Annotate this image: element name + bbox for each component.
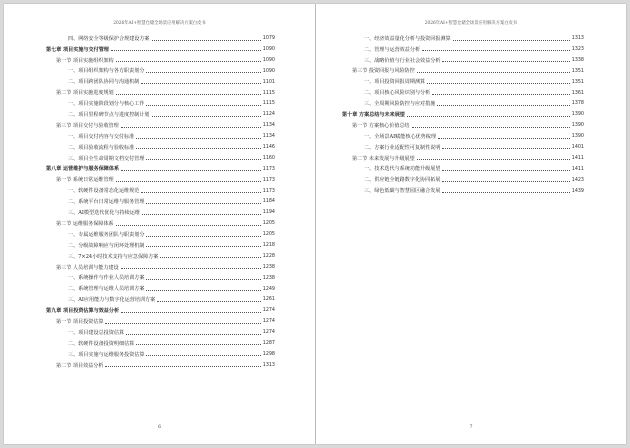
- toc-entry-page: 1274: [262, 308, 275, 314]
- toc-entry-title: 第一节 项目投资估算: [56, 318, 104, 325]
- running-head: 2026年AI+智慧仓储全场景应用解决方案白皮书: [113, 21, 206, 26]
- dot-leader: [407, 116, 570, 117]
- toc-entry-page: 1423: [571, 177, 584, 183]
- dot-leader: [142, 214, 261, 215]
- toc-entry[interactable]: [46, 303, 275, 314]
- toc-entry-page: 1411: [571, 166, 584, 172]
- toc-entry[interactable]: [46, 31, 275, 42]
- toc-entry-title: 一、项目投资回报周期测算: [364, 79, 426, 86]
- dot-leader: [442, 181, 569, 182]
- dot-leader: [422, 50, 570, 51]
- toc-entry[interactable]: [46, 227, 275, 238]
- toc-entry-page: 1249: [262, 286, 275, 292]
- toc-entry-page: 1173: [262, 177, 275, 183]
- dot-leader: [146, 105, 260, 106]
- toc-entry-title: 一、项目交付内容与交付标准: [68, 133, 135, 140]
- left-page: [4, 4, 315, 444]
- page-number: 7: [469, 425, 473, 430]
- toc-entry-title: 第九章 项目投资估算与效益分析: [46, 308, 120, 315]
- dot-leader: [111, 50, 261, 51]
- toc-entry-title: 一、项目实施阶段划分与核心工作: [68, 101, 145, 108]
- dot-leader: [116, 61, 261, 62]
- toc-entry[interactable]: [46, 107, 275, 118]
- toc-entry[interactable]: [46, 347, 275, 358]
- toc-entry-title: 第一节 系统日常运维管理: [56, 177, 114, 184]
- toc-entry-page: 1173: [262, 188, 275, 194]
- toc-entry-page: 1313: [571, 36, 584, 42]
- toc-entry-page: 1390: [571, 134, 584, 140]
- toc-entry-title: 三、战略价值与行业社会效益分析: [364, 57, 441, 64]
- toc-entry-title: 第十章 方案总结与未来展望: [342, 112, 405, 119]
- toc-entry-page: 1361: [571, 90, 584, 96]
- toc-entry-page: 1298: [262, 351, 275, 357]
- toc-entry-page: 1439: [571, 188, 584, 194]
- dot-leader: [146, 279, 260, 280]
- toc-entry-title: 第二节 项目效益分析: [56, 362, 104, 369]
- toc-entry[interactable]: [342, 42, 584, 53]
- dot-leader: [442, 61, 569, 62]
- dot-leader: [146, 159, 260, 160]
- toc-entry-page: 1228: [262, 253, 275, 259]
- toc-entry-page: 1238: [262, 264, 275, 270]
- toc-entry-page: 1184: [262, 199, 275, 205]
- toc-entry-title: 三、绿色低碳与智慧园区融合发展: [364, 188, 441, 195]
- dot-leader: [146, 203, 260, 204]
- toc-entry-title: 第三节 人员培训与能力建设: [56, 264, 119, 271]
- dot-leader: [136, 138, 261, 139]
- toc-entry-title: 第二节 运维服务保障体系: [56, 220, 114, 227]
- toc-entry-title: 三、7×24小时技术支持与应急保障方案: [68, 253, 159, 260]
- toc-entry-page: 1351: [571, 68, 584, 74]
- toc-entry-title: 第三节 项目交付与验收管理: [56, 122, 119, 129]
- toc-entry-page: 1134: [262, 123, 275, 129]
- dot-leader: [121, 312, 261, 313]
- toc-entry-page: 1313: [262, 362, 275, 368]
- dot-leader: [152, 116, 261, 117]
- toc-entry-page: 1115: [262, 90, 275, 96]
- toc-entry-page: 1261: [262, 297, 275, 303]
- toc-entry[interactable]: [342, 129, 584, 140]
- toc-entry[interactable]: [46, 64, 275, 75]
- toc-entry-page: 1338: [571, 57, 584, 63]
- dot-leader: [146, 246, 260, 247]
- toc-entry[interactable]: [342, 173, 584, 184]
- toc-entry-page: 1238: [262, 275, 275, 281]
- toc-entry-title: 二、系统管理与运维人员培训方案: [68, 286, 145, 293]
- toc-entry-title: 三、AI应用能力与数字化运营培训方案: [68, 297, 156, 304]
- dot-leader: [116, 225, 261, 226]
- page-number: 6: [158, 425, 161, 430]
- toc-entry-page: 1134: [262, 134, 275, 140]
- toc-entry[interactable]: [46, 336, 275, 347]
- toc-entry[interactable]: [46, 292, 275, 303]
- dot-leader: [442, 148, 569, 149]
- toc-entry-page: 1090: [262, 57, 275, 63]
- toc-entry-page: 1124: [262, 112, 275, 118]
- toc-entry-title: 三、项目全生命周期文档交付管理: [68, 155, 145, 162]
- dot-leader: [136, 344, 261, 345]
- toc-entry[interactable]: [46, 260, 275, 271]
- right-page: [316, 4, 626, 444]
- dot-leader: [438, 138, 570, 139]
- toc-entry[interactable]: [46, 96, 275, 107]
- toc-entry-title: 一、经济效益量化分析与投资回报测算: [364, 35, 451, 42]
- toc-entry-page: 1351: [571, 79, 584, 85]
- dot-leader: [412, 127, 570, 128]
- dot-leader: [427, 83, 570, 84]
- toc-entry-title: 第一节 项目实施组织架构: [56, 57, 114, 64]
- toc-entry[interactable]: [46, 271, 275, 282]
- toc-entry-title: 二、方案行业适配性可复制性说明: [364, 144, 441, 151]
- dot-leader: [141, 192, 260, 193]
- toc-entry-title: 一、项目建设总投资估算: [68, 329, 125, 336]
- toc-entry[interactable]: [342, 162, 584, 173]
- toc-entry-title: 第二节 项目实施进度规划: [56, 90, 114, 97]
- toc-entry-page: 1287: [262, 341, 275, 347]
- toc-entry-page: 1411: [571, 155, 584, 161]
- table-of-contents: [46, 31, 275, 369]
- toc-entry-title: 二、软硬件设备投资明细估算: [68, 340, 135, 347]
- dot-leader: [121, 127, 261, 128]
- dot-leader: [160, 257, 260, 258]
- dot-leader: [442, 170, 569, 171]
- toc-entry-title: 二、供应链全链路数字化协同拓展: [364, 177, 441, 184]
- dot-leader: [116, 94, 261, 95]
- toc-entry-page: 1090: [262, 68, 275, 74]
- toc-entry[interactable]: [46, 129, 275, 140]
- toc-entry-title: 二、管理与运营效益分析: [364, 46, 421, 53]
- dot-leader: [146, 355, 260, 356]
- toc-entry-title: 二、项目验收流程与验收标准: [68, 144, 135, 151]
- toc-entry-title: 二、项目里程碑节点与进度控制计划: [68, 112, 150, 119]
- toc-entry-page: 1115: [262, 101, 275, 107]
- toc-entry-title: 第二节 未来发展与升级展望: [352, 155, 415, 162]
- toc-entry-title: 一、专属运维服务团队与职责划分: [68, 231, 145, 238]
- toc-entry[interactable]: [46, 358, 275, 369]
- toc-entry-title: 第八章 运营维护与服务保障体系: [46, 166, 120, 173]
- toc-entry-title: 二、项目核心风险识别与分析: [364, 90, 431, 97]
- toc-entry[interactable]: [46, 85, 275, 96]
- toc-entry-title: 一、全场景AI赋能核心优势梳理: [364, 133, 436, 140]
- toc-entry-title: 二、分级故障响应与闭环处理机制: [68, 242, 145, 249]
- toc-entry[interactable]: [342, 75, 584, 86]
- dot-leader: [121, 170, 261, 171]
- toc-entry[interactable]: [342, 85, 584, 96]
- toc-entry-page: 1205: [262, 232, 275, 238]
- toc-entry[interactable]: [342, 183, 584, 194]
- toc-entry[interactable]: [46, 53, 275, 64]
- toc-entry-page: 1205: [262, 221, 275, 227]
- toc-entry-title: 二、系统平台日常运维与服务管理: [68, 199, 145, 206]
- toc-entry-page: 1390: [571, 112, 584, 118]
- toc-entry[interactable]: [342, 118, 584, 129]
- toc-entry[interactable]: [342, 140, 584, 151]
- running-head: 2026年AI+智慧仓储全场景应用解决方案白皮书: [424, 21, 518, 26]
- dot-leader: [116, 181, 261, 182]
- toc-entry[interactable]: [46, 281, 275, 292]
- toc-entry-title: 四、网络安全等级保护合规建设方案: [68, 35, 150, 42]
- dot-leader: [432, 94, 570, 95]
- dot-leader: [152, 40, 261, 41]
- toc-entry-title: 一、技术迭代与系统功能升级展望: [364, 166, 441, 173]
- toc-entry[interactable]: [46, 42, 275, 53]
- toc-entry[interactable]: [342, 107, 584, 118]
- toc-entry[interactable]: [342, 53, 584, 64]
- toc-entry[interactable]: [46, 249, 275, 260]
- toc-entry[interactable]: [46, 140, 275, 151]
- toc-entry-title: 三、全周期风险防控与应对措施: [364, 101, 436, 108]
- toc-entry[interactable]: [46, 238, 275, 249]
- dot-leader: [437, 105, 569, 106]
- dot-leader: [442, 192, 569, 193]
- toc-entry[interactable]: [342, 64, 584, 75]
- toc-entry-title: 三、项目实施与运维服务投资估算: [68, 351, 145, 358]
- dot-leader: [136, 148, 261, 149]
- toc-entry[interactable]: [46, 205, 275, 216]
- toc-entry-page: 1079: [262, 36, 275, 42]
- toc-entry-title: 第七章 项目实施与交付管理: [46, 46, 109, 53]
- toc-entry-page: 1146: [262, 145, 275, 150]
- dot-leader: [453, 40, 570, 41]
- toc-entry-page: 1218: [262, 243, 275, 249]
- toc-entry-page: 1274: [262, 319, 275, 325]
- dot-leader: [126, 334, 261, 335]
- dot-leader: [121, 268, 261, 269]
- dot-leader: [417, 159, 570, 160]
- toc-entry-page: 1194: [262, 210, 275, 216]
- toc-entry[interactable]: [46, 173, 275, 184]
- dot-leader: [146, 72, 260, 73]
- toc-entry[interactable]: [46, 183, 275, 194]
- toc-entry-title: 一、软硬件设备常态化运维规范: [68, 188, 140, 195]
- toc-entry[interactable]: [46, 151, 275, 162]
- dot-leader: [146, 290, 260, 291]
- toc-entry-title: 一、系统操作与作业人员培训方案: [68, 275, 145, 282]
- toc-entry[interactable]: [342, 96, 584, 107]
- toc-entry[interactable]: [342, 31, 584, 42]
- toc-entry[interactable]: [46, 75, 275, 86]
- toc-entry-page: 1378: [571, 101, 584, 107]
- toc-entry-title: 第三节 投资回报与风险防控: [352, 68, 415, 75]
- toc-entry[interactable]: [342, 151, 584, 162]
- toc-entry[interactable]: [46, 216, 275, 227]
- toc-entry[interactable]: [46, 194, 275, 205]
- toc-entry-page: 1323: [571, 46, 584, 52]
- dot-leader: [105, 366, 260, 367]
- toc-entry[interactable]: [46, 162, 275, 173]
- toc-entry-page: 1090: [262, 46, 275, 52]
- toc-entry-page: 1274: [262, 330, 275, 336]
- toc-entry-page: 1401: [571, 145, 584, 150]
- toc-entry[interactable]: [46, 118, 275, 129]
- dot-leader: [157, 301, 261, 302]
- toc-entry-title: 第一节 方案核心价值总结: [352, 122, 410, 129]
- toc-entry-page: 1101: [262, 79, 275, 85]
- toc-entry[interactable]: [46, 325, 275, 336]
- toc-entry-title: 三、AI模型迭代优化与持续运维: [68, 210, 140, 217]
- toc-entry-page: 1160: [262, 155, 275, 161]
- dot-leader: [146, 236, 260, 237]
- dot-leader: [141, 83, 260, 84]
- toc-entry-title: 一、项目组织架构与各方职责划分: [68, 68, 145, 75]
- dot-leader: [105, 323, 260, 324]
- table-of-contents: [342, 31, 584, 194]
- toc-entry-page: 1390: [571, 123, 584, 129]
- toc-entry-page: 1173: [262, 166, 275, 172]
- toc-entry[interactable]: [46, 314, 275, 325]
- dot-leader: [417, 72, 570, 73]
- toc-entry-title: 二、项目跨团队协同与沟通机制: [68, 79, 140, 86]
